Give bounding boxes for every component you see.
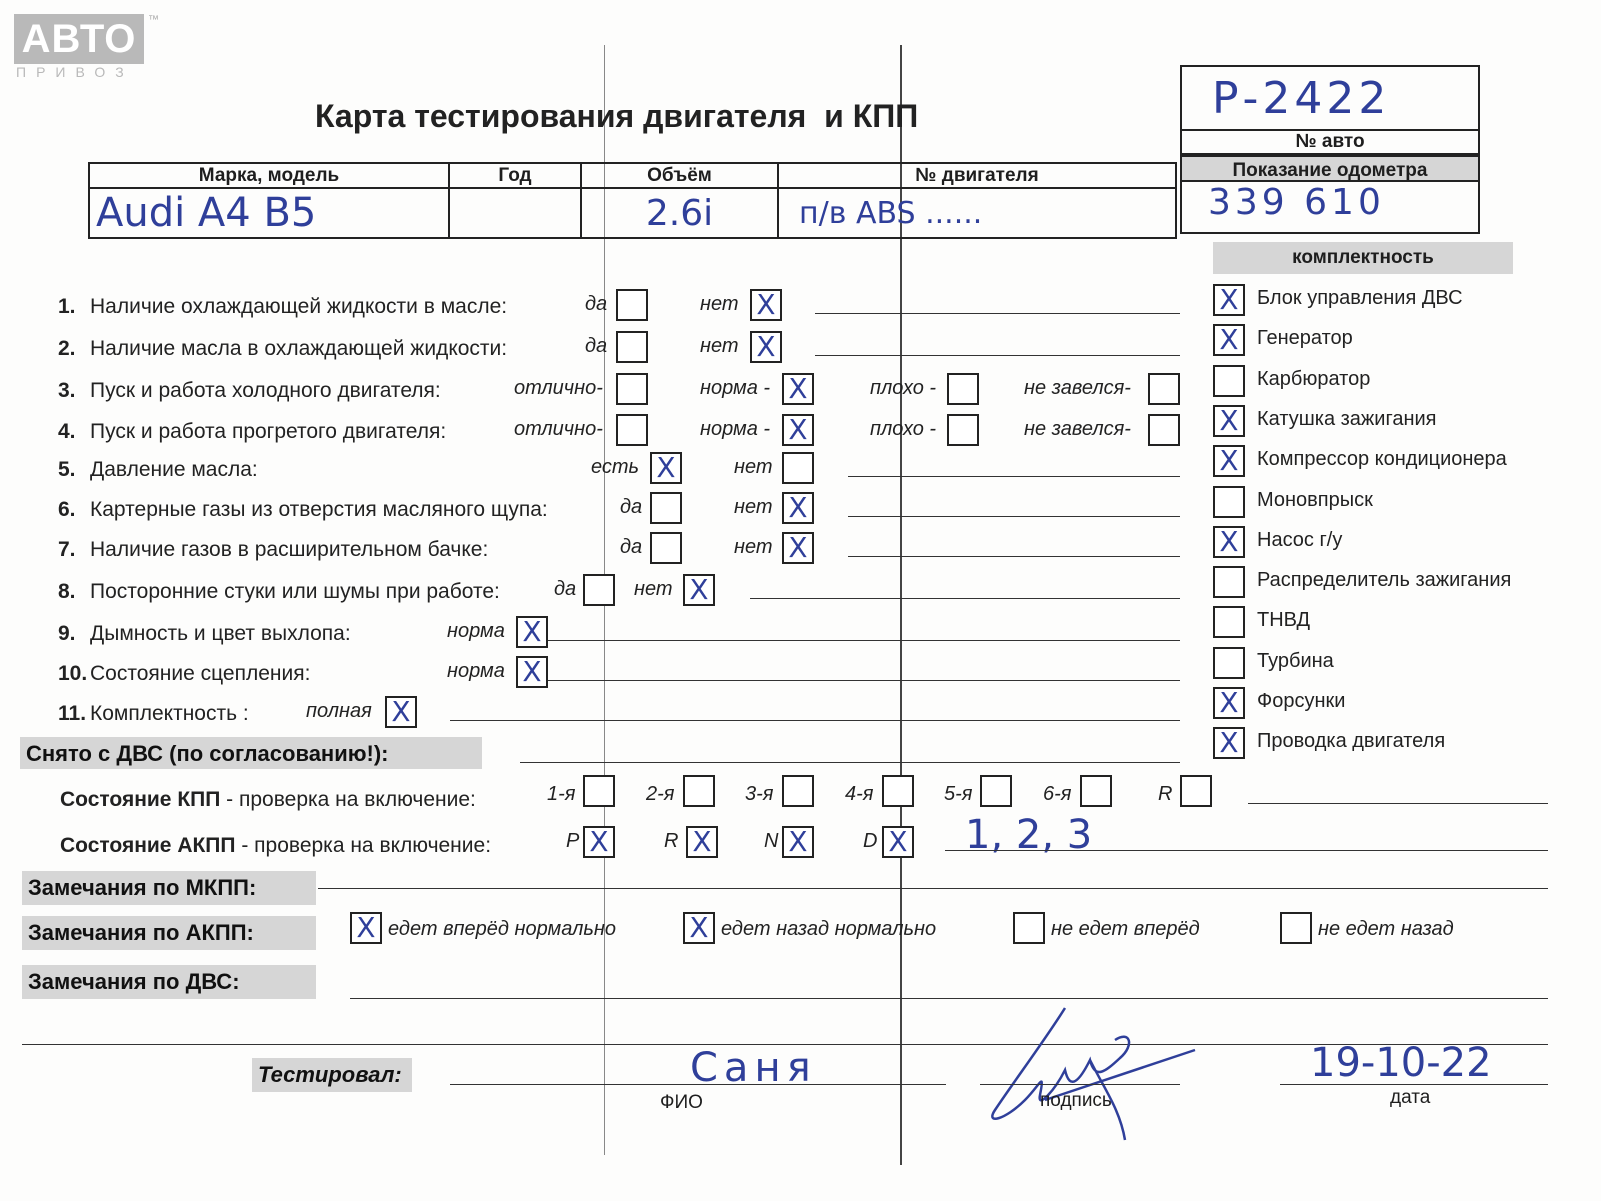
check-mark-icon: X <box>788 825 808 858</box>
option-checkbox[interactable] <box>516 616 548 648</box>
gear-checkbox[interactable] <box>1180 775 1212 807</box>
option-label: плохо - <box>870 418 937 440</box>
answer-line <box>548 680 1180 681</box>
kit-item-label: Форсунки <box>1257 690 1346 712</box>
question-number: 8. <box>58 580 76 603</box>
answer-line <box>848 476 1180 477</box>
question-text: Наличие охлаждающей жидкости в масле: <box>90 295 508 318</box>
col-engine: № двигателя <box>778 163 1176 188</box>
question-number: 2. <box>58 337 76 360</box>
check-mark-icon: X <box>356 911 376 944</box>
question-text: Наличие масла в охлаждающей жидкости: <box>90 337 508 360</box>
option-label: не завелся- <box>1024 418 1131 440</box>
question-text: Дымность и цвет выхлопа: <box>90 622 351 645</box>
kit-checkbox[interactable] <box>1213 486 1245 518</box>
check-mark-icon: X <box>391 695 411 728</box>
option-checkbox[interactable] <box>782 452 814 484</box>
kit-item-label: Блок управления ДВС <box>1257 287 1463 309</box>
check-mark-icon: X <box>1219 444 1239 478</box>
option-label: полная <box>306 700 372 722</box>
kit-checkbox[interactable] <box>1213 445 1245 477</box>
akpp-remark-checkbox[interactable] <box>683 912 715 944</box>
gear-label: 3-я <box>745 783 774 805</box>
akpp-gear-label: N <box>764 830 779 852</box>
check-mark-icon: X <box>1219 403 1239 437</box>
akpp-remark-label: едет вперёд нормально <box>388 918 617 940</box>
kit-checkbox[interactable] <box>1213 727 1245 759</box>
answer-line <box>848 556 1180 557</box>
option-label: норма <box>447 620 505 642</box>
kit-checkbox[interactable] <box>1213 365 1245 397</box>
option-label: нет <box>634 578 673 600</box>
option-label: отлично- <box>514 377 603 399</box>
question-text: Посторонние стуки или шумы при работе: <box>90 580 500 603</box>
kit-item-label: Насос г/у <box>1257 528 1343 551</box>
option-label: отлично- <box>514 418 603 440</box>
akpp-remark-label: не едет вперёд <box>1051 918 1200 940</box>
option-checkbox[interactable] <box>947 373 979 405</box>
check-mark-icon: X <box>589 825 609 858</box>
akpp-gear-label: D <box>863 830 878 852</box>
question-row <box>58 580 500 604</box>
question-number: 6. <box>58 498 76 521</box>
kpp-label-rest: - проверка на включение: <box>220 788 476 811</box>
check-mark-icon: X <box>692 825 712 858</box>
kpp-label-bold: Состояние КПП <box>60 788 221 811</box>
akpp-gear-checkbox[interactable] <box>882 826 914 858</box>
option-checkbox[interactable] <box>1148 373 1180 405</box>
option-label: норма - <box>700 418 771 440</box>
option-label: не завелся- <box>1024 377 1131 399</box>
gear-label: R <box>1158 783 1173 805</box>
option-checkbox[interactable] <box>683 574 715 606</box>
answer-line <box>450 720 1180 721</box>
sign-label: подпись <box>1040 1090 1112 1111</box>
answer-line <box>848 516 1180 517</box>
option-checkbox[interactable] <box>616 414 648 446</box>
kit-item-label: Проводка двигателя <box>1257 730 1446 753</box>
question-text: Комплектность : <box>90 702 249 725</box>
logo-brand: АВТО <box>14 14 144 64</box>
question-row <box>58 662 310 686</box>
gear-label: 5-я <box>944 783 973 805</box>
check-mark-icon: X <box>788 491 808 524</box>
option-label: да <box>620 496 643 518</box>
kit-checkbox[interactable] <box>1213 526 1245 558</box>
tester-name: Саня <box>690 1045 817 1091</box>
question-row <box>58 379 441 403</box>
model-value: Audi A4 B5 <box>89 188 449 238</box>
check-mark-icon: X <box>788 531 808 564</box>
answer-line <box>548 640 1180 641</box>
question-number: 5. <box>58 458 76 481</box>
check-mark-icon: X <box>756 288 776 321</box>
question-row <box>58 498 548 522</box>
check-mark-icon: X <box>1219 323 1239 357</box>
col-volume: Объём <box>581 163 778 188</box>
option-label: плохо - <box>870 377 937 399</box>
fio-label: ФИО <box>660 1092 703 1113</box>
gear-label: 2-я <box>646 783 675 805</box>
question-row <box>58 420 446 444</box>
gear-checkbox[interactable] <box>882 775 914 807</box>
akpp-remark-checkbox[interactable] <box>1013 912 1045 944</box>
question-text: Пуск и работа прогретого двигателя: <box>90 420 447 443</box>
option-label: нет <box>700 293 739 315</box>
kit-item-label: Турбина <box>1257 649 1334 672</box>
gear-checkbox[interactable] <box>782 775 814 807</box>
kit-checkbox[interactable] <box>1213 284 1245 316</box>
option-checkbox[interactable] <box>947 414 979 446</box>
akpp-gear-label: P <box>566 830 580 852</box>
akpp-label-bold: Состояние АКПП <box>60 834 236 857</box>
option-checkbox[interactable] <box>650 532 682 564</box>
check-mark-icon: X <box>689 573 709 606</box>
option-label: да <box>585 335 608 357</box>
car-number-label: № авто <box>1182 129 1478 153</box>
kit-checkbox[interactable] <box>1213 687 1245 719</box>
option-checkbox[interactable] <box>782 492 814 524</box>
option-checkbox[interactable] <box>782 414 814 446</box>
option-checkbox[interactable] <box>750 331 782 363</box>
answer-line <box>815 355 1180 356</box>
option-label: нет <box>700 335 739 357</box>
sign-line <box>980 1084 1180 1085</box>
option-label: да <box>554 578 577 600</box>
akpp-gear-checkbox[interactable] <box>782 826 814 858</box>
question-row <box>58 458 258 482</box>
fio-line <box>450 1084 946 1085</box>
check-mark-icon: X <box>689 911 709 944</box>
kit-item-label: Распределитель зажигания <box>1257 569 1512 592</box>
remarks-mkpp-line <box>318 888 1548 889</box>
answer-line <box>815 313 1180 314</box>
check-mark-icon: X <box>1219 686 1239 719</box>
logo-sub: ПРИВОЗ <box>16 64 134 80</box>
check-mark-icon: X <box>788 413 808 446</box>
page-title: Карта тестирования двигателя и КПП <box>315 98 919 134</box>
question-number: 3. <box>58 379 76 402</box>
option-label: да <box>620 536 643 558</box>
kit-checkbox[interactable] <box>1213 606 1245 638</box>
option-label: есть <box>591 456 640 478</box>
akpp-line <box>945 850 1548 851</box>
question-text: Картерные газы из отверстия масляного щупа: <box>90 498 548 521</box>
question-text: Наличие газов в расширительном бачке: <box>90 538 489 561</box>
odometer-value: 339 610 <box>1180 182 1480 234</box>
check-mark-icon: X <box>522 615 542 648</box>
question-number: 11. <box>58 702 87 725</box>
question-number: 10. <box>58 662 88 685</box>
remarks-dvs-line <box>350 998 1548 999</box>
kit-title: комплектность <box>1213 242 1513 274</box>
akpp-remark-checkbox[interactable] <box>350 912 382 944</box>
gear-checkbox[interactable] <box>1080 775 1112 807</box>
option-checkbox[interactable] <box>616 331 648 363</box>
akpp-label-rest: - проверка на включение: <box>235 834 492 857</box>
remarks-mkpp-label: Замечания по МКПП: <box>22 871 316 905</box>
logo-tm: ™ <box>148 14 159 26</box>
akpp-gear-checkbox[interactable] <box>583 826 615 858</box>
remarks-akpp-label: Замечания по АКПП: <box>22 916 316 950</box>
option-label: нет <box>734 496 773 518</box>
kit-item-label: Компрессор кондиционера <box>1257 448 1507 471</box>
kit-item-label: Генератор <box>1257 327 1353 350</box>
check-mark-icon: X <box>756 330 776 363</box>
akpp-remark-label: едет назад нормально <box>721 918 937 940</box>
signature <box>985 1000 1205 1150</box>
kit-item-label: ТНВД <box>1257 609 1311 632</box>
akpp-gear-checkbox[interactable] <box>686 826 718 858</box>
option-checkbox[interactable] <box>782 373 814 405</box>
option-checkbox[interactable] <box>583 574 615 606</box>
question-number: 1. <box>58 295 76 318</box>
gear-checkbox[interactable] <box>683 775 715 807</box>
col-year: Год <box>449 163 581 188</box>
check-mark-icon: X <box>788 372 808 405</box>
kpp-label <box>60 788 476 812</box>
option-checkbox[interactable] <box>616 289 648 321</box>
option-checkbox[interactable] <box>650 492 682 524</box>
kpp-line <box>1248 803 1548 804</box>
option-checkbox[interactable] <box>616 373 648 405</box>
volume-value: 2.6i <box>581 188 778 238</box>
question-text: Состояние сцепления: <box>90 662 311 685</box>
odometer-label: Показание одометра <box>1180 155 1480 182</box>
question-row <box>58 622 351 646</box>
option-checkbox[interactable] <box>750 289 782 321</box>
akpp-note: 1, 2, 3 <box>965 812 1093 858</box>
logo <box>14 14 164 84</box>
removed-line <box>520 762 1180 763</box>
akpp-gear-label: R <box>664 830 679 852</box>
engine-value: п/в ABS ...... <box>778 188 1176 238</box>
akpp-label <box>60 834 491 858</box>
question-number: 9. <box>58 622 76 645</box>
option-checkbox[interactable] <box>1148 414 1180 446</box>
option-label: норма <box>447 660 505 682</box>
option-label: норма - <box>700 377 771 399</box>
kit-checkbox[interactable] <box>1213 566 1245 598</box>
kit-item-label: Карбюратор <box>1257 367 1371 390</box>
option-label: да <box>585 293 608 315</box>
col-model: Марка, модель <box>89 163 449 188</box>
check-mark-icon: X <box>656 451 676 484</box>
kit-item-label: Моновпрыск <box>1257 488 1373 511</box>
check-mark-icon: X <box>1219 283 1239 316</box>
year-value <box>449 188 581 238</box>
kit-checkbox[interactable] <box>1213 647 1245 679</box>
akpp-remark-label: не едет назад <box>1318 918 1454 940</box>
question-number: 4. <box>58 420 76 443</box>
check-mark-icon: X <box>1219 726 1239 760</box>
option-checkbox[interactable] <box>516 656 548 688</box>
option-checkbox[interactable] <box>782 532 814 564</box>
option-checkbox[interactable] <box>385 696 417 728</box>
check-mark-icon: X <box>1219 524 1239 558</box>
option-label: нет <box>734 536 773 558</box>
date-line <box>1280 1084 1548 1085</box>
question-row <box>58 702 249 726</box>
question-row <box>58 295 507 319</box>
car-number-value: Р-2422 <box>1212 73 1391 124</box>
kit-checkbox[interactable] <box>1213 405 1245 437</box>
question-text: Пуск и работа холодного двигателя: <box>90 379 441 402</box>
car-number-box <box>1180 65 1480 155</box>
remarks-dvs-label: Замечания по ДВС: <box>22 965 316 999</box>
option-label: нет <box>734 456 773 478</box>
tested-label: Тестировал: <box>252 1058 412 1092</box>
akpp-remark-checkbox[interactable] <box>1280 912 1312 944</box>
option-checkbox[interactable] <box>650 452 682 484</box>
kit-item-label: Катушка зажигания <box>1257 407 1437 430</box>
check-mark-icon: X <box>522 655 542 688</box>
date-value: 19-10-22 <box>1310 1040 1492 1086</box>
gear-label: 4-я <box>845 783 874 805</box>
removed-label: Снято с ДВС (по согласованию!): <box>20 737 482 769</box>
question-row <box>58 337 507 361</box>
gear-checkbox[interactable] <box>980 775 1012 807</box>
date-label: дата <box>1390 1087 1431 1108</box>
kit-checkbox[interactable] <box>1213 324 1245 356</box>
car-info-table <box>88 162 1177 239</box>
gear-checkbox[interactable] <box>583 775 615 807</box>
check-mark-icon: X <box>888 825 908 858</box>
signature-stroke <box>992 1008 1195 1140</box>
gear-label: 1-я <box>547 783 576 805</box>
question-text: Давление масла: <box>90 458 258 481</box>
answer-line <box>750 598 1180 599</box>
question-row <box>58 538 488 562</box>
question-number: 7. <box>58 538 76 561</box>
gear-label: 6-я <box>1043 783 1072 805</box>
